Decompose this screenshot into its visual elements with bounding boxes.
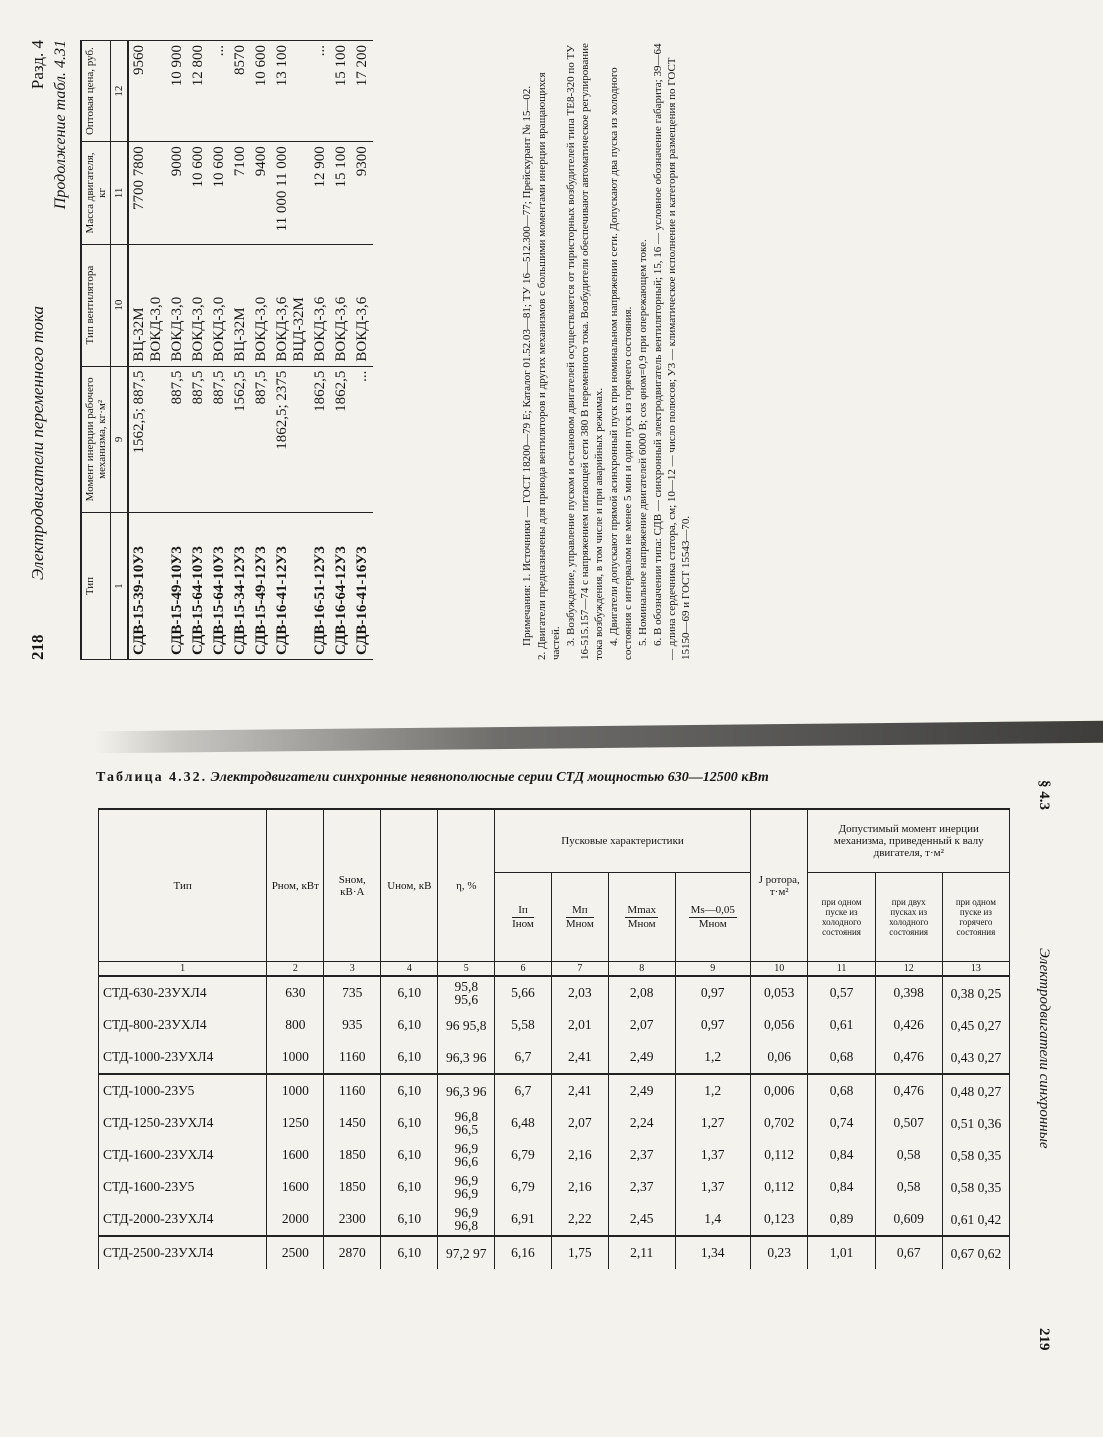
cell-c3: 0,58 0,35 [942, 1171, 1009, 1203]
column-number-row [99, 962, 1010, 977]
col-number: 10 [111, 244, 129, 366]
col-header-type: Тип [81, 513, 111, 660]
cell-price: 15 100 [331, 41, 352, 142]
cell-c3: 0,58 0,35 [942, 1139, 1009, 1171]
cell-j: 0,06 [750, 1041, 808, 1074]
cell-u: 6,10 [381, 1009, 438, 1041]
cell-mass: 11 000 11 000 [272, 142, 310, 244]
cell-inertia: 887,5 [209, 366, 230, 513]
cell-s: 1160 [324, 1041, 381, 1074]
cell-type: СДВ-16-41-12У3 [272, 513, 310, 660]
cell-u: 6,10 [381, 1236, 438, 1269]
cell-c3: 0,43 0,27 [942, 1041, 1009, 1074]
table-row [128, 41, 167, 660]
cell-mp: 2,41 [551, 1041, 608, 1074]
cell-s: 735 [324, 976, 381, 1009]
numerator: Mmax [627, 903, 657, 916]
cell-ip: 6,79 [495, 1171, 552, 1203]
note-line: 4. Двигатели допускают прямой асинхронный пуск при номинальном напряжении сети. Допускают два пуска из холодного состояния с интервалом не менее 5 мин и один пуск из горячего состояния. [608, 67, 634, 660]
cell-ms: 0,97 [675, 1009, 750, 1041]
cell-s: 1160 [324, 1074, 381, 1107]
denominator: Mном [565, 917, 594, 930]
fraction [512, 904, 534, 931]
col-header-ms-ratio [675, 873, 750, 962]
cell-p: 1250 [267, 1107, 324, 1139]
cell-mp: 2,07 [551, 1107, 608, 1139]
cell-j: 0,123 [750, 1203, 808, 1236]
col-number: 12 [875, 962, 942, 977]
cell-c3: 0,45 0,27 [942, 1009, 1009, 1041]
cell-u: 6,10 [381, 1041, 438, 1074]
col-number: 2 [267, 962, 324, 977]
section-label: Разд. 4 [28, 40, 47, 90]
cell-ms: 1,4 [675, 1203, 750, 1236]
cell-p: 1000 [267, 1041, 324, 1074]
col-number: 5 [438, 962, 495, 977]
cell-p: 800 [267, 1009, 324, 1041]
col-number: 13 [942, 962, 1009, 977]
cell-u: 6,10 [381, 1171, 438, 1203]
cell-type: СТД-1000-23УХЛ4 [99, 1041, 267, 1074]
cell-j: 0,702 [750, 1107, 808, 1139]
cell-inertia: 1862,5 [331, 366, 352, 513]
cell-mp: 2,01 [551, 1009, 608, 1041]
cell-price: 8570 [230, 41, 251, 142]
table-notes [520, 40, 694, 660]
table-caption [96, 770, 1016, 786]
cell-fan: ВЦ-32М ВОКД-3,0 [128, 244, 167, 366]
cell-price: ... [209, 41, 230, 142]
table-row [99, 1236, 1010, 1269]
cell-eff: 96,9 96,9 [438, 1171, 495, 1203]
table-4-31-continued [80, 40, 373, 660]
table-row [99, 1009, 1010, 1041]
col-header-type: Тип [99, 809, 267, 962]
cell-mmax: 2,37 [608, 1171, 675, 1203]
cell-u: 6,10 [381, 1139, 438, 1171]
cell-fan: ВОКД-3,6 [331, 244, 352, 366]
col-header-inertia: Момент инерции рабочего механизма, кг·м² [81, 366, 111, 513]
cell-j: 0,112 [750, 1139, 808, 1171]
cell-type: СТД-1000-23У5 [99, 1074, 267, 1107]
scan-shadow [95, 721, 1103, 754]
col-header-one-cold: при одном пуске из холодного состояния [808, 873, 875, 962]
col-header-mmax-ratio [608, 873, 675, 962]
cell-u: 6,10 [381, 1074, 438, 1107]
cell-mp: 2,03 [551, 976, 608, 1009]
cell-inertia: 887,5 [167, 366, 188, 513]
cell-c3: 0,51 0,36 [942, 1107, 1009, 1139]
col-number: 3 [324, 962, 381, 977]
page-218-rotated [0, 0, 1103, 700]
table-row [99, 1203, 1010, 1236]
cell-p: 2500 [267, 1236, 324, 1269]
cell-p: 1600 [267, 1139, 324, 1171]
cell-type: СТД-800-23УХЛ4 [99, 1009, 267, 1041]
table-row [230, 41, 251, 660]
numerator: Mп [566, 904, 594, 918]
cell-ip: 6,79 [495, 1139, 552, 1171]
cell-c1: 0,68 [808, 1074, 875, 1107]
cell-eff: 96,9 96,8 [438, 1203, 495, 1236]
cell-inertia: 1862,5; 2375 [272, 366, 310, 513]
col-number: 11 [808, 962, 875, 977]
cell-p: 1600 [267, 1171, 324, 1203]
cell-type: СТД-1250-23УХЛ4 [99, 1107, 267, 1139]
cell-c1: 0,61 [808, 1009, 875, 1041]
cell-type: СТД-1600-23УХЛ4 [99, 1139, 267, 1171]
cell-p: 2000 [267, 1203, 324, 1236]
col-group-start-characteristics: Пусковые характеристики [495, 809, 751, 873]
col-header-two-cold: при двух пусках из холодного состояния [875, 873, 942, 962]
cell-mmax: 2,45 [608, 1203, 675, 1236]
cell-ms: 1,27 [675, 1107, 750, 1139]
col-header-fan: Тип вентилятора [81, 244, 111, 366]
col-number: 6 [495, 962, 552, 977]
cell-eff: 96,3 96 [438, 1074, 495, 1107]
col-header-ip-ratio [495, 873, 552, 962]
cell-ip: 6,7 [495, 1041, 552, 1074]
cell-ms: 1,34 [675, 1236, 750, 1269]
table-row [331, 41, 352, 660]
cell-u: 6,10 [381, 1107, 438, 1139]
cell-c2: 0,67 [875, 1236, 942, 1269]
cell-mass: 12 900 [310, 142, 331, 244]
cell-p: 630 [267, 976, 324, 1009]
col-header-rotor-inertia: J ротора, т·м² [750, 809, 808, 962]
col-header-price: Оптовая цена, руб. [81, 41, 111, 142]
col-group-allowed-inertia: Допустимый момент инерции механизма, приведенный к валу двигателя, т·м² [808, 809, 1010, 873]
table-row [251, 41, 272, 660]
table-row [99, 1139, 1010, 1171]
page-number: 218 [28, 634, 47, 660]
cell-s: 1450 [324, 1107, 381, 1139]
cell-type: СДВ-15-49-12У3 [251, 513, 272, 660]
cell-mass: 7700 7800 [128, 142, 167, 244]
cell-price: 17 200 [352, 41, 373, 142]
note-line: 2. Двигатели предназначены для привода вентиляторов и других механизмов с большими моментами инерции вращающихся частей. [536, 72, 562, 660]
cell-p: 1000 [267, 1074, 324, 1107]
cell-eff: 95,8 95,6 [438, 976, 495, 1009]
cell-j: 0,053 [750, 976, 808, 1009]
cell-inertia: 887,5 [188, 366, 209, 513]
page-number: 219 [1036, 1328, 1052, 1351]
cell-eff: 96,8 96,5 [438, 1107, 495, 1139]
cell-fan: ВОКД-3,6 ВЦД-32М [272, 244, 310, 366]
cell-mmax: 2,37 [608, 1139, 675, 1171]
col-number: 9 [675, 962, 750, 977]
cell-price: 10 900 [167, 41, 188, 142]
cell-mp: 2,16 [551, 1171, 608, 1203]
cell-type: СДВ-15-49-10У3 [167, 513, 188, 660]
cell-inertia: 1562,5 [230, 366, 251, 513]
table-row [352, 41, 373, 660]
col-header-unom: Uном, кВ [381, 809, 438, 962]
table-row [99, 1074, 1010, 1107]
cell-s: 935 [324, 1009, 381, 1041]
cell-c1: 0,68 [808, 1041, 875, 1074]
cell-mass: 7100 [230, 142, 251, 244]
cell-c1: 0,84 [808, 1171, 875, 1203]
cell-ms: 1,37 [675, 1139, 750, 1171]
cell-c3: 0,61 0,42 [942, 1203, 1009, 1236]
numerator: Ms—0,05 [690, 903, 735, 916]
col-number: 9 [111, 366, 129, 513]
cell-mmax: 2,08 [608, 976, 675, 1009]
cell-fan: ВОКД-3,6 [352, 244, 373, 366]
cell-j: 0,23 [750, 1236, 808, 1269]
cell-mass: 9400 [251, 142, 272, 244]
col-number: 10 [750, 962, 808, 977]
cell-s: 2300 [324, 1203, 381, 1236]
col-number: 1 [99, 962, 267, 977]
caption-label: Таблица 4.32. [96, 770, 208, 785]
cell-mp: 2,22 [551, 1203, 608, 1236]
col-header-snom: Sном, кВ·А [324, 809, 381, 962]
cell-mass: 9300 [352, 142, 373, 244]
cell-ip: 6,91 [495, 1203, 552, 1236]
cell-type: СДВ-15-39-10У3 [128, 513, 167, 660]
cell-type: СДВ-16-41-16У3 [352, 513, 373, 660]
cell-type: СДВ-16-64-12У3 [331, 513, 352, 660]
running-title: Электродвигатели синхронные [1036, 948, 1052, 1149]
cell-type: СДВ-16-51-12У3 [310, 513, 331, 660]
cell-c1: 0,84 [808, 1139, 875, 1171]
cell-mmax: 2,24 [608, 1107, 675, 1139]
table-row [209, 41, 230, 660]
cell-mmax: 2,07 [608, 1009, 675, 1041]
cell-eff: 96 95,8 [438, 1009, 495, 1041]
note-line: 6. В обозначении типа: СДВ — синхронный электродвигатель вентиляторный; 15, 16 — условное обозначение габарита; 39—64 — длина сердечника статора, см; 10—12 — число полюсов; У3 — климатическое исполнение и категория размещения по ГОСТ 15150—69 и ГОСТ 15543—70. [652, 43, 692, 660]
table-4-32-body [99, 976, 1010, 1269]
col-header-efficiency: η, % [438, 809, 495, 962]
cell-ip: 6,16 [495, 1236, 552, 1269]
denominator: Iном [512, 917, 534, 930]
cell-c2: 0,476 [875, 1041, 942, 1074]
col-header-pnom: Pном, кВт [267, 809, 324, 962]
cell-type: СДВ-15-64-10У3 [209, 513, 230, 660]
cell-fan: ВОКД-3,0 [209, 244, 230, 366]
col-number: 11 [111, 142, 129, 244]
fraction [566, 904, 594, 931]
cell-j: 0,006 [750, 1074, 808, 1107]
cell-u: 6,10 [381, 1203, 438, 1236]
page-219-side-header [1030, 778, 1090, 1378]
table-row [272, 41, 310, 660]
table-row [188, 41, 209, 660]
cell-mass: 15 100 [331, 142, 352, 244]
table-row [99, 976, 1010, 1009]
table-4-32 [98, 808, 1010, 1269]
cell-mp: 2,16 [551, 1139, 608, 1171]
cell-mp: 2,41 [551, 1074, 608, 1107]
cell-fan: ВОКД-3,6 [310, 244, 331, 366]
col-number: 1 [111, 513, 129, 660]
cell-fan: ВОКД-3,0 [251, 244, 272, 366]
cell-c2: 0,507 [875, 1107, 942, 1139]
cell-fan: ВЦ-32М [230, 244, 251, 366]
cell-inertia: 1562,5; 887,5 [128, 366, 167, 513]
cell-eff: 96,3 96 [438, 1041, 495, 1074]
denominator: Mном [627, 917, 656, 930]
cell-ip: 6,7 [495, 1074, 552, 1107]
fraction [689, 904, 737, 931]
table-row [99, 1041, 1010, 1074]
running-title: Электродвигатели переменного тока [28, 306, 47, 580]
cell-type: СТД-1600-23У5 [99, 1171, 267, 1203]
col-header-mp-ratio [551, 873, 608, 962]
cell-c2: 0,58 [875, 1171, 942, 1203]
cell-c3: 0,48 0,27 [942, 1074, 1009, 1107]
col-header-mass: Масса двигателя, кг [81, 142, 111, 244]
cell-mp: 1,75 [551, 1236, 608, 1269]
cell-s: 1850 [324, 1171, 381, 1203]
cell-mmax: 2,11 [608, 1236, 675, 1269]
cell-ip: 6,48 [495, 1107, 552, 1139]
cell-price: 10 600 [251, 41, 272, 142]
cell-price: ... [310, 41, 331, 142]
cell-j: 0,056 [750, 1009, 808, 1041]
cell-ms: 1,2 [675, 1041, 750, 1074]
cell-c3: 0,38 0,25 [942, 976, 1009, 1009]
cell-s: 1850 [324, 1139, 381, 1171]
cell-inertia: 1862,5 [310, 366, 331, 513]
table-row [310, 41, 331, 660]
col-number: 8 [608, 962, 675, 977]
cell-ms: 1,2 [675, 1074, 750, 1107]
cell-inertia: 887,5 [251, 366, 272, 513]
note-line: 3. Возбуждение, управление пуском и остановом двигателей осуществляется от тиристорных возбудителей типа ТЕ8-320 по ТУ 16-515.157—74 с напряжением питающей сети 380 В переменного тока. Возбудители обеспечивают автоматическое регулирование тока возбуждения, в том числе и при аварийных режимах. [565, 43, 605, 660]
col-number: 12 [111, 41, 129, 142]
cell-u: 6,10 [381, 976, 438, 1009]
cell-fan: ВОКД-3,0 [188, 244, 209, 366]
cell-mmax: 2,49 [608, 1041, 675, 1074]
table-4-31-body [128, 41, 373, 660]
cell-c2: 0,476 [875, 1074, 942, 1107]
cell-eff: 96,9 96,6 [438, 1139, 495, 1171]
cell-type: СТД-630-23УХЛ4 [99, 976, 267, 1009]
cell-price: 12 800 [188, 41, 209, 142]
cell-eff: 97,2 97 [438, 1236, 495, 1269]
note-line: 5. Номинальное напряжение двигателей 6000 В; cos φном=0,9 при опережающем токе. [637, 239, 649, 646]
cell-mass: 10 600 [188, 142, 209, 244]
cell-j: 0,112 [750, 1171, 808, 1203]
cell-c2: 0,398 [875, 976, 942, 1009]
cell-s: 2870 [324, 1236, 381, 1269]
cell-c2: 0,58 [875, 1139, 942, 1171]
cell-c2: 0,426 [875, 1009, 942, 1041]
cell-type: СТД-2000-23УХЛ4 [99, 1203, 267, 1236]
cell-inertia: ... [352, 366, 373, 513]
cell-price: 9560 [128, 41, 167, 142]
section-mark: § 4.3 [1036, 780, 1052, 810]
cell-type: СДВ-15-34-12У3 [230, 513, 251, 660]
cell-c1: 1,01 [808, 1236, 875, 1269]
cell-type: СДВ-15-64-10У3 [188, 513, 209, 660]
cell-mmax: 2,49 [608, 1074, 675, 1107]
numerator: Iп [512, 904, 534, 918]
table-row [99, 1107, 1010, 1139]
fraction [625, 904, 658, 931]
cell-c1: 0,89 [808, 1203, 875, 1236]
denominator: Mном [698, 917, 727, 930]
cell-price: 13 100 [272, 41, 310, 142]
page-218-region [0, 0, 1103, 700]
col-number: 4 [381, 962, 438, 977]
cell-fan: ВОКД-3,0 [167, 244, 188, 366]
cell-c1: 0,74 [808, 1107, 875, 1139]
caption-text: Электродвигатели синхронные неявнополюсные серии СТД мощностью 630—12500 кВт [210, 770, 769, 785]
table-row [167, 41, 188, 660]
cell-ip: 5,58 [495, 1009, 552, 1041]
cell-mass: 9000 [167, 142, 188, 244]
cell-ms: 1,37 [675, 1171, 750, 1203]
cell-type: СТД-2500-23УХЛ4 [99, 1236, 267, 1269]
cell-ms: 0,97 [675, 976, 750, 1009]
cell-c1: 0,57 [808, 976, 875, 1009]
col-number: 7 [551, 962, 608, 977]
table-continuation-label: Продолжение табл. 4.31 [52, 40, 69, 210]
cell-c2: 0,609 [875, 1203, 942, 1236]
col-header-one-hot: при одном пуске из горячего состояния [942, 873, 1009, 962]
cell-c3: 0,67 0,62 [942, 1236, 1009, 1269]
cell-mass: 10 600 [209, 142, 230, 244]
table-row [99, 1171, 1010, 1203]
note-line: Примечания: 1. Источники — ГОСТ 18200—79 Е; Каталог 01.52.03—81; ТУ 16—512.300—77; Прейскурант № 15—02. [521, 85, 533, 646]
cell-ip: 5,66 [495, 976, 552, 1009]
